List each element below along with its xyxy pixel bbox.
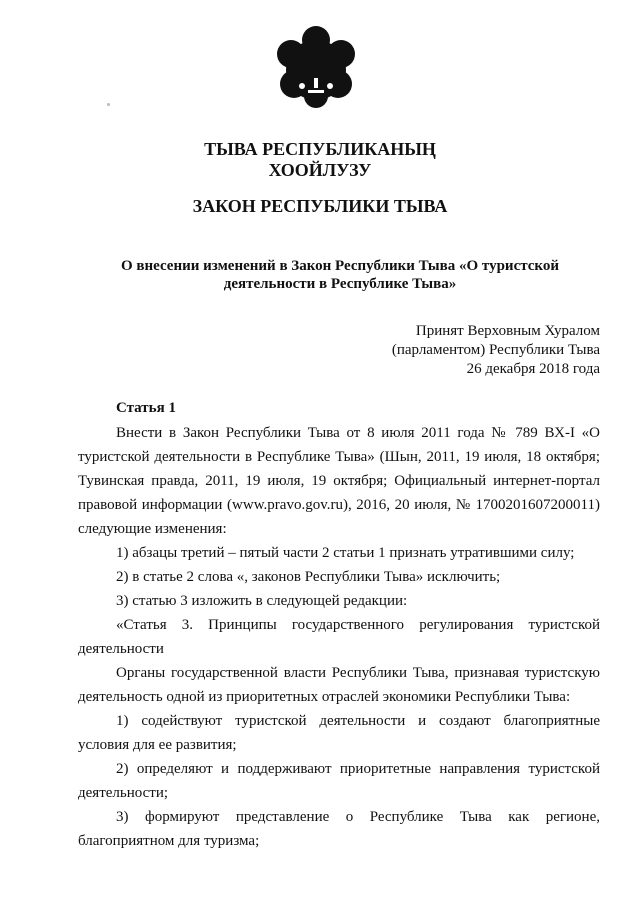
paragraph: 1) абзацы третий – пятый части 2 статьи 1 признать утратившими силу; [116, 545, 575, 561]
paragraph: 2) в статье 2 слова «, законов Республики Тыва» исключить; [116, 569, 501, 585]
paragraph: 1) содействуют туристской деятельности и создают благоприятные условия для ее развития; [78, 713, 600, 753]
adoption-line2: (парламентом) Республики Тыва [391, 342, 600, 358]
scan-speck [107, 103, 110, 106]
state-emblem-icon [268, 20, 364, 116]
tuvan-title-line1: ТЫВА РЕСПУБЛИКАНЫҢ [204, 139, 436, 159]
paragraph: 2) определяют и поддерживают приоритетные направления туристской деятельности; [78, 761, 600, 801]
subject-line1: О внесении изменений в Закон Республики Тыва «О туристской [120, 258, 560, 274]
subject-line2: деятельности в Республике Тыва» [223, 276, 457, 292]
adoption-info [392, 322, 600, 379]
paragraph: «Статья 3. Принципы государственного регулирования туристской деятельности [78, 617, 600, 657]
document-body [78, 396, 600, 853]
adoption-date: 26 декабря 2018 года [466, 361, 600, 377]
adoption-line1: Принят Верховным Хуралом [415, 323, 600, 339]
tuvan-title-line2: ХООЙЛУЗУ [268, 160, 372, 180]
paragraph: Внести в Закон Республики Тыва от 8 июля 2011 года № 789 ВХ-I «О туристской деятельности в Республике Тыва» (Шын, 2011, 19 июля, 18 октября; Тувинская правда, 2011, 19 июля, 19 октября; Официальный интернет-портал правовой информации (www.pravo.gov.ru), 2016, 20 июля, № 1700201607200011) следующие изменения: [78, 425, 600, 537]
article-heading: Статья 1 [116, 400, 176, 416]
paragraph: Органы государственной власти Республики Тыва, признавая туристскую деятельность одной из приоритетных отраслей экономики Республики Тыва: [78, 665, 600, 705]
law-title: ЗАКОН РЕСПУБЛИКИ ТЫВА [192, 196, 448, 216]
paragraph: 3) статью 3 изложить в следующей редакции: [116, 593, 408, 609]
tuvan-law-title [0, 139, 640, 181]
paragraph: 3) формируют представление о Республике Тыва как регионе, благоприятном для туризма; [78, 809, 600, 849]
law-subject [60, 257, 620, 293]
